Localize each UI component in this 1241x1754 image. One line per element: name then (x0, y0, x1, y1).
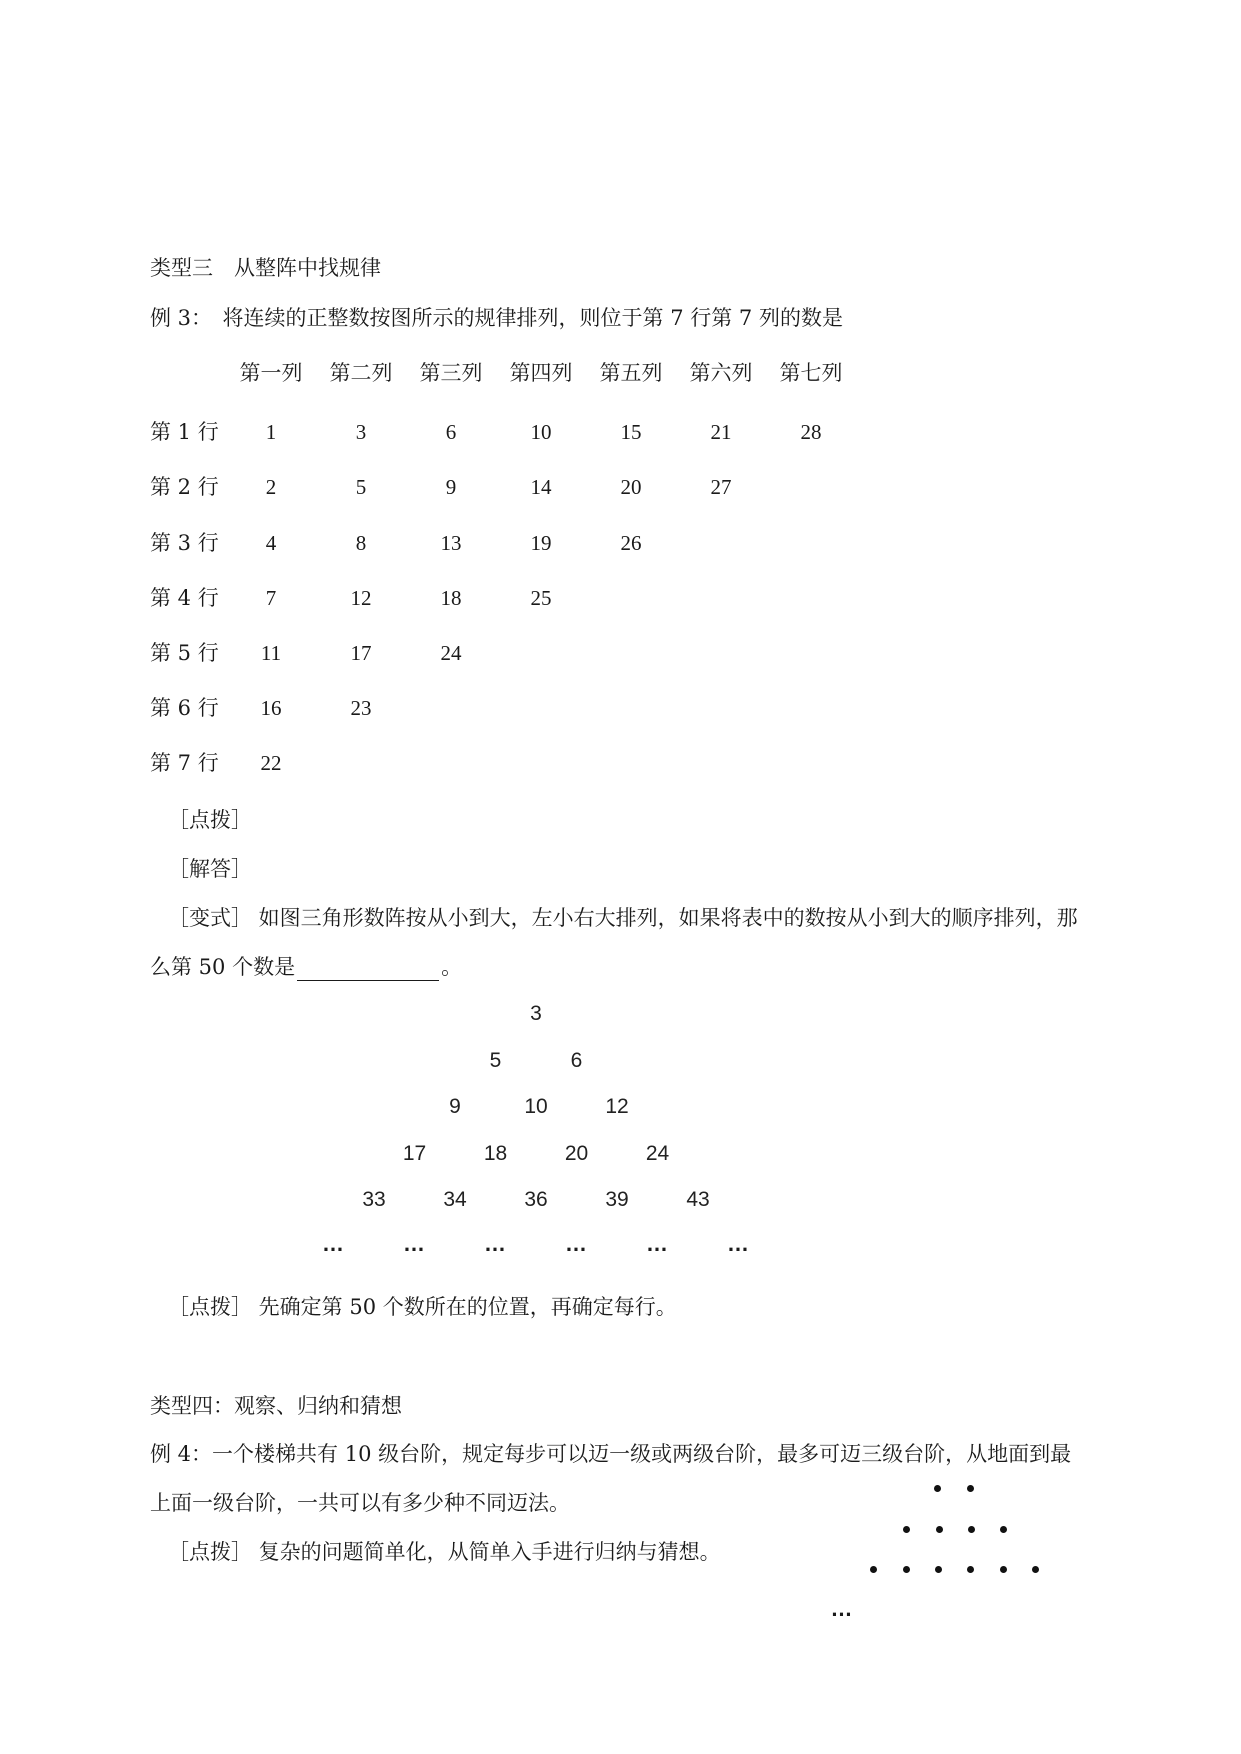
variant-text-prefix: 么第 50 个数是 (150, 955, 296, 979)
pattern-dot (1000, 1566, 1007, 1573)
section3-title: 类型三 从整阵中找规律 (150, 256, 381, 280)
pattern-dot (967, 1485, 974, 1492)
table-cell: 19 (530, 531, 552, 555)
pattern-dot (934, 1485, 941, 1492)
triangle-ellipsis: … (727, 1231, 750, 1256)
pattern-dot (1032, 1566, 1039, 1573)
section4-title: 类型四：观察、归纳和猜想 (150, 1394, 402, 1418)
table-cell: 23 (350, 696, 372, 720)
triangle-ellipsis: … (565, 1231, 588, 1256)
table-cell: 16 (260, 696, 282, 720)
table-cell: 13 (440, 531, 462, 555)
triangle-number: 34 (443, 1188, 467, 1211)
answer-blank (297, 958, 439, 981)
table-cell: 9 (445, 475, 457, 499)
table-cell: 8 (355, 531, 367, 555)
column-header: 第一列 (239, 361, 303, 385)
table-cell: 27 (710, 475, 732, 499)
triangle-number: 5 (489, 1049, 502, 1072)
triangle-number: 24 (645, 1142, 670, 1165)
hint-label: ［点拨］ (168, 808, 252, 832)
table-cell: 25 (530, 586, 552, 610)
example4-line1: 例 4：一个楼梯共有 10 级台阶，规定每步可以迈一级或两级台阶，最多可迈三级台阶，从地面到最 (150, 1442, 1072, 1466)
triangle-number: 6 (570, 1049, 583, 1072)
column-header: 第二列 (329, 361, 393, 385)
table-cell: 2 (265, 475, 277, 499)
table-cell: 1 (265, 420, 277, 444)
table-cell: 5 (355, 475, 367, 499)
table-cell: 24 (440, 641, 462, 665)
row-label: 第 7 行 (150, 751, 219, 775)
triangle-ellipsis: … (484, 1231, 507, 1256)
table-cell: 17 (350, 641, 372, 665)
table-cell: 21 (710, 420, 732, 444)
triangle-number: 43 (686, 1188, 710, 1211)
table-cell: 26 (620, 531, 642, 555)
triangle-number: 3 (530, 1002, 542, 1025)
table-cell: 6 (445, 420, 457, 444)
triangle-number: 10 (524, 1095, 548, 1118)
table-cell: 15 (620, 420, 642, 444)
table-cell: 4 (265, 531, 277, 555)
triangle-number: 39 (605, 1188, 629, 1211)
triangle-ellipsis: … (322, 1231, 345, 1256)
triangle-number: 9 (449, 1095, 461, 1118)
pattern-dot (1000, 1526, 1007, 1533)
row-label: 第 5 行 (150, 641, 219, 665)
table-cell: 7 (265, 586, 277, 610)
table-cell: 3 (355, 420, 367, 444)
triangle-number: 12 (605, 1095, 629, 1118)
variant-text-line1: ［变式］ 如图三角形数阵按从小到大，左小右大排列，如果将表中的数按从小到大的顺序排列，那 (168, 906, 1078, 930)
table-cell: 22 (260, 751, 282, 775)
triangle-number: 17 (402, 1142, 427, 1165)
table-cell: 14 (530, 475, 552, 499)
example4-hint: ［点拨］ 复杂的问题简单化，从简单入手进行归纳与猜想。 (168, 1540, 721, 1564)
row-label: 第 3 行 (150, 531, 219, 555)
column-header: 第四列 (509, 361, 573, 385)
table-cell: 10 (530, 420, 552, 444)
triangle-number: 20 (564, 1142, 589, 1165)
table-cell: 20 (620, 475, 642, 499)
table-cell: 12 (350, 586, 372, 610)
triangle-ellipsis: … (646, 1231, 669, 1256)
table-cell: 28 (800, 420, 822, 444)
row-label: 第 4 行 (150, 586, 219, 610)
row-label: 第 1 行 (150, 420, 219, 444)
column-header: 第三列 (419, 361, 483, 385)
pattern-dot (903, 1566, 910, 1573)
example3-text: 例 3： 将连续的正整数按图所示的规律排列，则位于第 7 行第 7 列的数是 (150, 306, 843, 330)
column-header: 第六列 (689, 361, 753, 385)
triangle-number: 36 (524, 1188, 548, 1211)
triangle-number: 33 (362, 1188, 386, 1211)
triangle-number: 18 (483, 1142, 508, 1165)
table-cell: 11 (260, 641, 282, 665)
pattern-dot (903, 1526, 910, 1533)
table-cell: 18 (440, 586, 462, 610)
triangle-ellipsis: … (403, 1231, 426, 1256)
pattern-dot (967, 1566, 974, 1573)
variant-text-suffix: 。 (441, 955, 463, 979)
variant-hint: ［点拨］ 先确定第 50 个数所在的位置，再确定每行。 (168, 1295, 677, 1319)
pattern-dot (936, 1526, 943, 1533)
pattern-dot (870, 1566, 877, 1573)
pattern-dot (968, 1526, 975, 1533)
dot-pattern-ellipsis: … (830, 1596, 854, 1621)
example4-line2: 上面一级台阶，一共可以有多少种不同迈法。 (150, 1491, 570, 1515)
row-label: 第 6 行 (150, 696, 219, 720)
column-header: 第五列 (599, 361, 663, 385)
column-header: 第七列 (779, 361, 843, 385)
variant-text-line2 (150, 953, 462, 981)
pattern-dot (935, 1566, 942, 1573)
row-label: 第 2 行 (150, 475, 219, 499)
answer-label: ［解答］ (168, 857, 252, 881)
